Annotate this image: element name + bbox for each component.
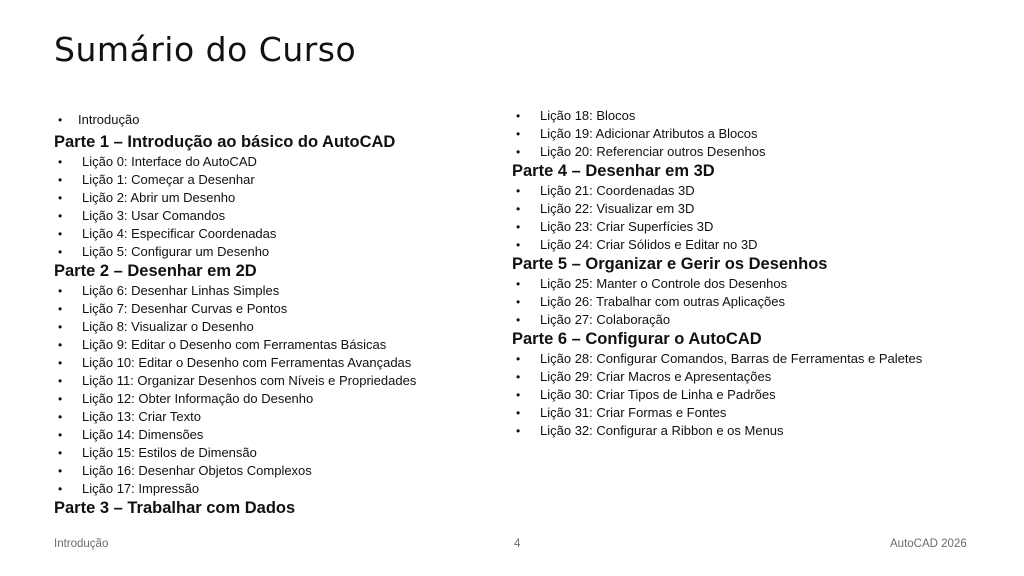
list-item: • Lição 22: Visualizar em 3D [512,200,1012,218]
left-column [54,111,504,519]
list-item: • Lição 5: Configurar um Desenho [54,243,504,261]
list-item: • Lição 0: Interface do AutoCAD [54,153,504,171]
part-1-heading: Parte 1 – Introdução ao básico do AutoCAD [54,133,396,151]
list-item: • Lição 14: Dimensões [54,426,504,444]
part-2-heading: Parte 2 – Desenhar em 2D [54,262,257,280]
list-item: • Lição 3: Usar Comandos [54,207,504,225]
list-item: • Lição 24: Criar Sólidos e Editar no 3D [512,236,1012,254]
part-5-heading: Parte 5 – Organizar e Gerir os Desenhos [512,255,828,273]
list-item: • Lição 2: Abrir um Desenho [54,189,504,207]
list-item: • Lição 28: Configurar Comandos, Barras de Ferramentas e Paletes [512,350,1012,368]
right-column [512,107,1012,440]
list-item: • Lição 27: Colaboração [512,311,1012,329]
list-item: • Lição 12: Obter Informação do Desenho [54,390,504,408]
list-item-intro: • Introdução [54,111,504,129]
list-item: • Lição 31: Criar Formas e Fontes [512,404,1012,422]
part-6-heading: Parte 6 – Configurar o AutoCAD [512,330,762,348]
list-item: • Lição 32: Configurar a Ribbon e os Menus [512,422,1012,440]
list-item: • Lição 9: Editar o Desenho com Ferramentas Básicas [54,336,504,354]
list-item: • Lição 21: Coordenadas 3D [512,182,1012,200]
slide-title: Sumário do Curso [54,30,357,69]
list-item: • Lição 18: Blocos [512,107,1012,125]
list-item: • Lição 23: Criar Superfícies 3D [512,218,1012,236]
list-item: • Lição 4: Especificar Coordenadas [54,225,504,243]
list-item: • Lição 16: Desenhar Objetos Complexos [54,462,504,480]
part-3-heading: Parte 3 – Trabalhar com Dados [54,499,296,517]
list-item: • Lição 17: Impressão [54,480,504,498]
list-item: • Lição 26: Trabalhar com outras Aplicações [512,293,1012,311]
part-4-heading: Parte 4 – Desenhar em 3D [512,162,715,180]
list-item: • Lição 20: Referenciar outros Desenhos [512,143,1012,161]
footer-section-label: Introdução [54,538,109,550]
list-item: • Lição 11: Organizar Desenhos com Níveis e Propriedades [54,372,504,390]
list-item: • Lição 30: Criar Tipos de Linha e Padrões [512,386,1012,404]
list-item: • Lição 13: Criar Texto [54,408,504,426]
list-item: • Lição 7: Desenhar Curvas e Pontos [54,300,504,318]
list-item: • Lição 19: Adicionar Atributos a Blocos [512,125,1012,143]
list-item: • Lição 1: Começar a Desenhar [54,171,504,189]
footer-page-number: 4 [514,538,521,550]
list-item: • Lição 25: Manter o Controle dos Desenhos [512,275,1012,293]
list-item: • Lição 10: Editar o Desenho com Ferramentas Avançadas [54,354,504,372]
footer-product-label: AutoCAD 2026 [890,538,967,550]
list-item: • Lição 29: Criar Macros e Apresentações [512,368,1012,386]
list-item: • Lição 6: Desenhar Linhas Simples [54,282,504,300]
list-item: • Lição 15: Estilos de Dimensão [54,444,504,462]
list-item: • Lição 8: Visualizar o Desenho [54,318,504,336]
